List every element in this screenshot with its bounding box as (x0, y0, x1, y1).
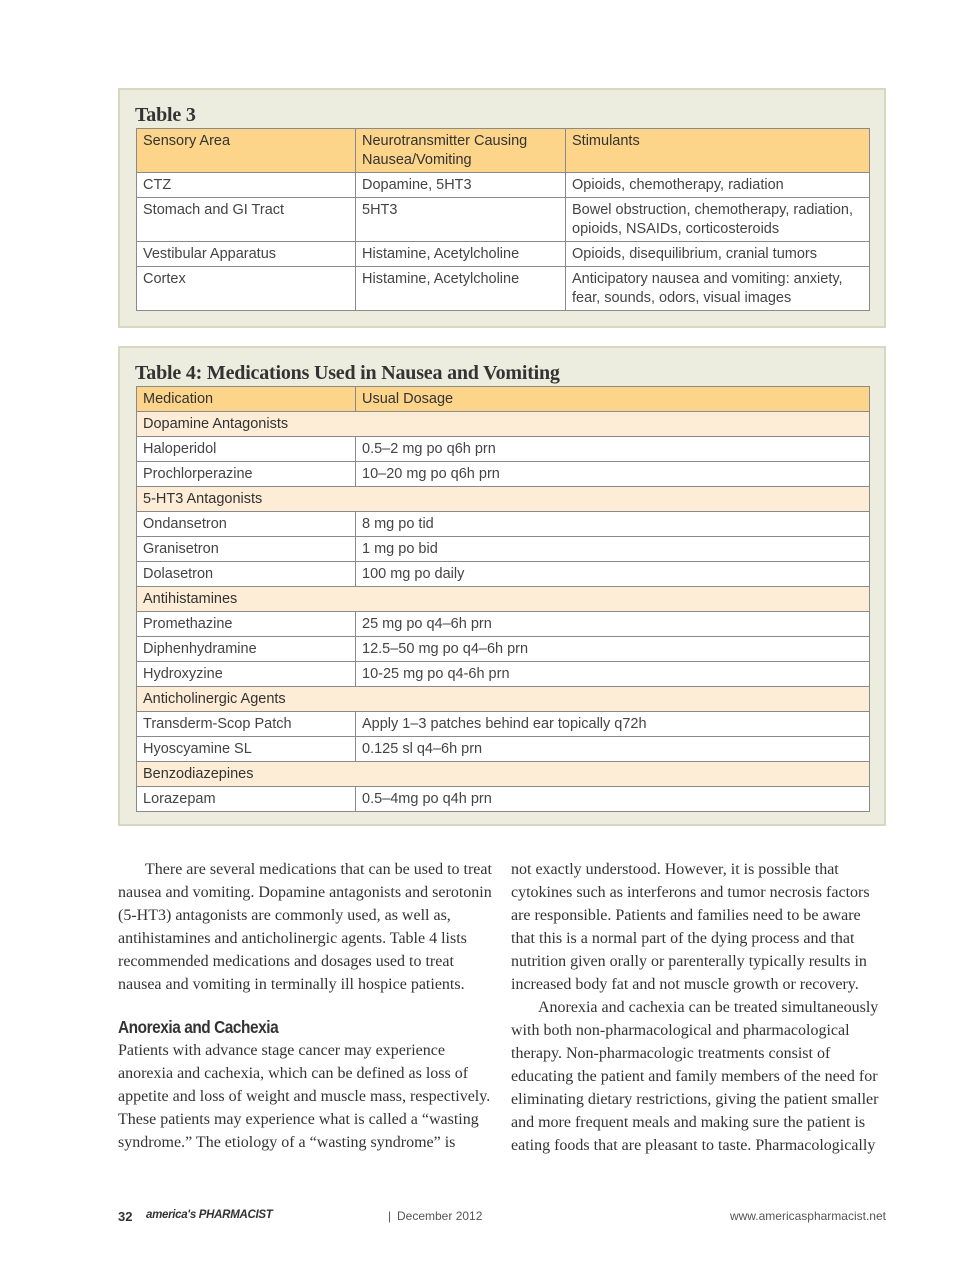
usual-dosage: 100 mg po daily (356, 562, 870, 587)
medication-name: Hyoscyamine SL (137, 737, 356, 762)
usual-dosage: 12.5–50 mg po q4–6h prn (356, 637, 870, 662)
table4 (136, 386, 870, 812)
usual-dosage: 1 mg po bid (356, 537, 870, 562)
table3-row (137, 242, 870, 267)
table4-row (137, 512, 870, 537)
table4-row (137, 637, 870, 662)
table3-row (137, 267, 870, 311)
table3-cell: 5HT3 (356, 198, 566, 242)
table3-cell: Histamine, Acetylcholine (356, 267, 566, 311)
page-number: 32 (118, 1209, 133, 1224)
table4-title: Table 4: Medications Used in Nausea and Vomiting (135, 362, 560, 384)
medication-name: Transderm-Scop Patch (137, 712, 356, 737)
medication-name: Hydroxyzine (137, 662, 356, 687)
body-paragraph: Patients with advance stage cancer may experience anorexia and cachexia, which can be defined as loss of appetite and loss of weight and muscle mass, respectively. These patients may experience what is called a “wasting syndrome.” The etiology of a “wasting syndrome” is (118, 1042, 491, 1151)
page-footer (118, 1209, 886, 1227)
drug-class-label: Antihistamines (137, 587, 870, 612)
usual-dosage: 0.125 sl q4–6h prn (356, 737, 870, 762)
table3-header-row (137, 129, 870, 173)
table3-column-header: Sensory Area (137, 129, 356, 173)
table3-cell: Vestibular Apparatus (137, 242, 356, 267)
table3-cell: Cortex (137, 267, 356, 311)
medication-name: Ondansetron (137, 512, 356, 537)
table3 (136, 128, 870, 311)
table4-row (137, 712, 870, 737)
table4-row (137, 462, 870, 487)
table3-title: Table 3 (135, 104, 196, 126)
section-heading: Anorexia and Cachexia (118, 1017, 279, 1037)
medication-name: Diphenhydramine (137, 637, 356, 662)
table3-row (137, 173, 870, 198)
table4-row (137, 662, 870, 687)
table4-group-row (137, 412, 870, 437)
medication-name: Prochlorperazine (137, 462, 356, 487)
table3-cell: Anticipatory nausea and vomiting: anxiety, fear, sounds, odors, visual images (566, 267, 870, 311)
drug-class-label: Anticholinergic Agents (137, 687, 870, 712)
table3-column-header: Stimulants (566, 129, 870, 173)
drug-class-label: 5-HT3 Antagonists (137, 487, 870, 512)
table3-box (118, 88, 886, 328)
usual-dosage: Apply 1–3 patches behind ear topically q72h (356, 712, 870, 737)
footer-separator: | (388, 1209, 392, 1223)
body-paragraph: not exactly understood. However, it is possible that cytokines such as interferons and tumor necrosis factors are responsible. Patients and families need to be aware that this is a normal part of the dying process and that nutrition given orally or parenterally typically results in increased body fat and not muscle growth or recovery. (511, 861, 870, 993)
medication-name: Haloperidol (137, 437, 356, 462)
drug-class-label: Dopamine Antagonists (137, 412, 870, 437)
table3-cell: CTZ (137, 173, 356, 198)
table3-cell: Opioids, disequilibrium, cranial tumors (566, 242, 870, 267)
table4-group-row (137, 762, 870, 787)
website-link[interactable]: www.americaspharmacist.net (729, 1209, 886, 1223)
body-paragraph: Anorexia and cachexia can be treated simultaneously with both non-pharmacological and pharmacological therapy. Non-pharmacologic treatments consist of educating the patient and family members of the need for eliminating dietary restrictions, giving the patient smaller and more frequent meals and making sure the patient is eating foods that are pleasant to taste. Pharmacologically (511, 999, 879, 1154)
table4-group-row (137, 687, 870, 712)
table4-row (137, 612, 870, 637)
medication-name: Granisetron (137, 537, 356, 562)
medication-name: Lorazepam (137, 787, 356, 812)
table4-row (137, 737, 870, 762)
table4-column-header: Usual Dosage (356, 387, 870, 412)
table3-cell: Dopamine, 5HT3 (356, 173, 566, 198)
usual-dosage: 0.5–2 mg po q6h prn (356, 437, 870, 462)
table3-cell: Stomach and GI Tract (137, 198, 356, 242)
drug-class-label: Benzodiazepines (137, 762, 870, 787)
table3-cell: Opioids, chemotherapy, radiation (566, 173, 870, 198)
usual-dosage: 25 mg po q4–6h prn (356, 612, 870, 637)
table3-column-header: Neurotransmitter Causing Nausea/Vomiting (356, 129, 566, 173)
usual-dosage: 0.5–4mg po q4h prn (356, 787, 870, 812)
table3-cell: Histamine, Acetylcholine (356, 242, 566, 267)
table4-column-header: Medication (137, 387, 356, 412)
medication-name: Promethazine (137, 612, 356, 637)
issue-date: December 2012 (397, 1209, 483, 1223)
table4-row (137, 787, 870, 812)
table4-header-row (137, 387, 870, 412)
usual-dosage: 10-25 mg po q4-6h prn (356, 662, 870, 687)
magazine-logo: america's PHARMACIST (146, 1209, 273, 1221)
table4-box (118, 346, 886, 826)
table4-row (137, 437, 870, 462)
usual-dosage: 10–20 mg po q6h prn (356, 462, 870, 487)
table4-row (137, 562, 870, 587)
left-column (118, 858, 494, 1154)
table3-cell: Bowel obstruction, chemotherapy, radiation, opioids, NSAIDs, corticosteroids (566, 198, 870, 242)
body-paragraph: There are several medications that can be used to treat nausea and vomiting. Dopamine antagonists and serotonin (5-HT3) antagonists are commonly used, as well as, antihistamines and anticholinergic agents. Table 4 lists recommended medications and dosages used to treat nausea and vomiting in terminally ill hospice patients. (118, 861, 492, 993)
table3-row (137, 198, 870, 242)
medication-name: Dolasetron (137, 562, 356, 587)
table4-group-row (137, 487, 870, 512)
table4-group-row (137, 587, 870, 612)
usual-dosage: 8 mg po tid (356, 512, 870, 537)
right-column (511, 858, 887, 1157)
table4-row (137, 537, 870, 562)
